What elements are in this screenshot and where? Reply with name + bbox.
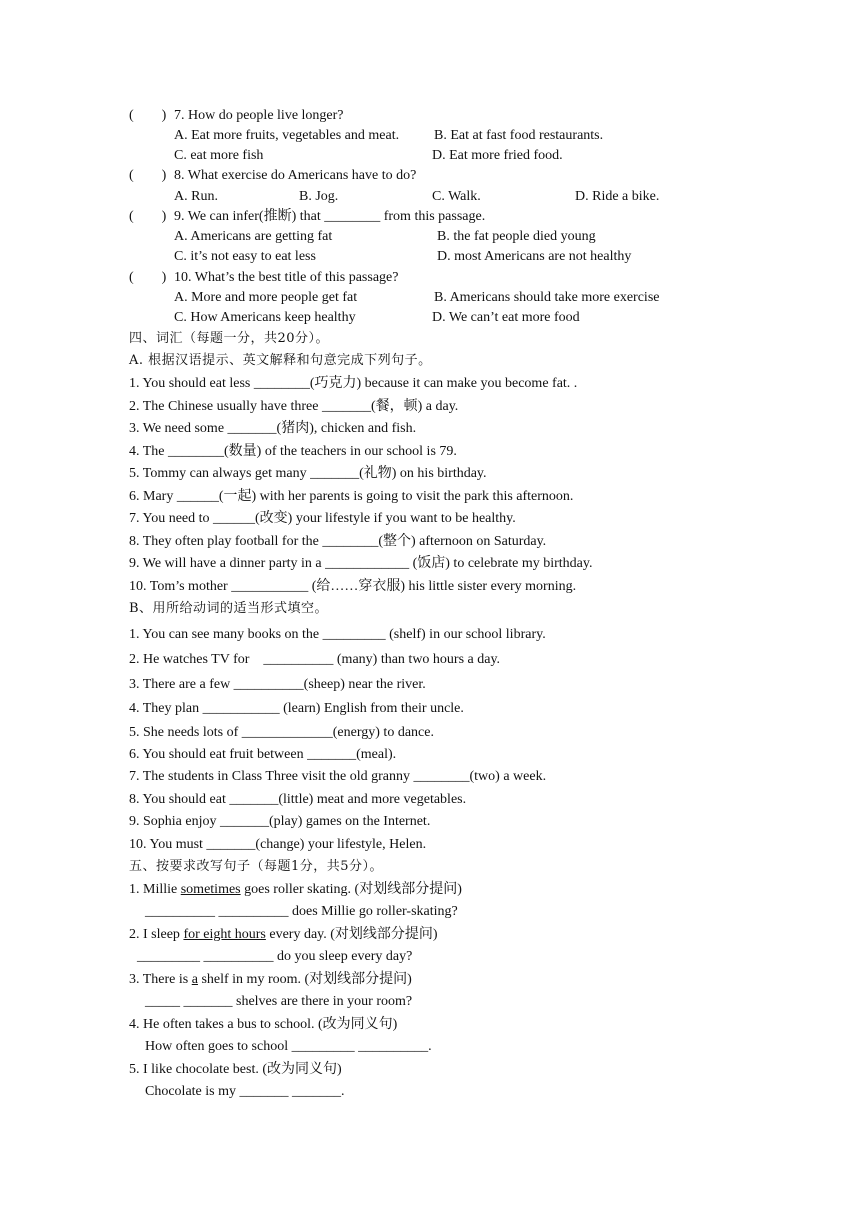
rewrite-1-pre: 1. Millie	[129, 882, 181, 897]
vocab-b-item: 5. She needs lots of _____________(energy) to dance.	[129, 725, 434, 740]
q8-option-c: C. Walk.	[432, 189, 481, 204]
q8-option-b: B. Jog.	[299, 189, 339, 204]
vocab-part-b-heading: B、用所给动词的适当形式填空。	[129, 601, 329, 616]
rewrite-2-answer: _________ __________ do you sleep every day?	[137, 949, 413, 964]
q7-stem: 7. How do people live longer?	[174, 108, 344, 123]
q7-option-c: C. eat more fish	[174, 148, 264, 163]
rewrite-1-underlined: sometimes	[180, 882, 241, 897]
rewrite-1-answer: __________ __________ does Millie go roller-skating?	[145, 904, 458, 919]
rewrite-3-answer: _____ _______ shelves are there in your room?	[145, 994, 413, 1009]
vocab-b-item: 3. There are a few __________(sheep) near the river.	[129, 677, 426, 692]
q10-option-c: C. How Americans keep healthy	[174, 310, 356, 325]
vocab-a-item: 5. Tommy can always get many _______(礼物) on his birthday.	[129, 466, 487, 481]
vocab-a-item: 1. You should eat less ________(巧克力) because it can make you become fat. .	[129, 376, 578, 391]
vocab-a-item: 9. We will have a dinner party in a ____________ (饭店) to celebrate my birthday.	[129, 556, 593, 571]
rewrite-4-answer: How often goes to school _________ __________.	[145, 1039, 432, 1054]
vocab-section-heading: 四、词汇（每题一分，共20分）。	[129, 331, 330, 346]
q8-answer-paren: ( )	[129, 168, 167, 183]
vocab-b-item: 10. You must _______(change) your lifestyle, Helen.	[129, 837, 427, 852]
rewrite-5-answer: Chocolate is my _______ _______.	[145, 1084, 345, 1099]
q10-stem: 10. What’s the best title of this passage?	[174, 270, 399, 285]
rewrite-sentence-3	[129, 971, 412, 989]
rewrite-3-pre: 3. There is	[129, 972, 192, 987]
q7-answer-paren: ( )	[129, 108, 167, 123]
q7-option-d: D. Eat more fried food.	[432, 148, 563, 163]
q10-option-d: D. We can’t eat more food	[432, 310, 580, 325]
rewrite-sentence-5: 5. I like chocolate best. (改为同义句)	[129, 1062, 342, 1077]
q10-option-a: A. More and more people get fat	[174, 290, 358, 305]
rewrite-2-pre: 2. I sleep	[129, 927, 184, 942]
vocab-part-a-heading: A. 根据汉语提示、英文解释和句意完成下列句子。	[129, 353, 432, 368]
q8-stem: 8. What exercise do Americans have to do?	[174, 168, 417, 183]
rewrite-2-post: every day. (对划线部分提问)	[265, 927, 438, 942]
vocab-b-item: 6. You should eat fruit between _______(meal).	[129, 747, 397, 762]
q9-stem: 9. We can infer(推断) that ________ from this passage.	[174, 209, 486, 224]
q9-option-d: D. most Americans are not healthy	[437, 249, 632, 264]
q8-option-a: A. Run.	[174, 189, 218, 204]
q9-option-c: C. it’s not easy to eat less	[174, 249, 316, 264]
vocab-a-item: 6. Mary ______(一起) with her parents is going to visit the park this afternoon.	[129, 489, 574, 504]
q9-option-a: A. Americans are getting fat	[174, 229, 333, 244]
vocab-b-item: 2. He watches TV for __________ (many) than two hours a day.	[129, 652, 501, 667]
q9-answer-paren: ( )	[129, 209, 167, 224]
rewrite-sentence-2	[129, 926, 438, 944]
vocab-b-item: 7. The students in Class Three visit the old granny ________(two) a week.	[129, 769, 547, 784]
rewrite-1-post: goes roller skating. (对划线部分提问)	[240, 882, 462, 897]
vocab-b-item: 4. They plan ___________ (learn) English from their uncle.	[129, 701, 464, 716]
rewrite-sentence-4: 4. He often takes a bus to school. (改为同义句)	[129, 1017, 398, 1032]
vocab-a-item: 8. They often play football for the ________(整个) afternoon on Saturday.	[129, 534, 547, 549]
vocab-a-item: 2. The Chinese usually have three _______(餐，顿) a day.	[129, 399, 459, 414]
rewrite-2-underlined: for eight hours	[183, 927, 266, 942]
q10-answer-paren: ( )	[129, 270, 167, 285]
q7-option-b: B. Eat at fast food restaurants.	[434, 128, 604, 143]
vocab-a-item: 3. We need some _______(猪肉), chicken and fish.	[129, 421, 417, 436]
vocab-b-item: 8. You should eat _______(little) meat and more vegetables.	[129, 792, 467, 807]
q10-option-b: B. Americans should take more exercise	[434, 290, 660, 305]
vocab-b-item: 1. You can see many books on the _________ (shelf) in our school library.	[129, 627, 546, 642]
q8-option-d: D. Ride a bike.	[575, 189, 660, 204]
rewrite-3-post: shelf in my room. (对划线部分提问)	[197, 972, 412, 987]
vocab-a-item: 4. The ________(数量) of the teachers in our school is 79.	[129, 444, 457, 459]
vocab-a-item: 10. Tom’s mother ___________ (给……穿衣服) his little sister every morning.	[129, 579, 577, 594]
vocab-a-item: 7. You need to ______(改变) your lifestyle if you want to be healthy.	[129, 511, 516, 526]
rewrite-3-underlined: a	[191, 972, 198, 987]
vocab-b-item: 9. Sophia enjoy _______(play) games on the Internet.	[129, 814, 431, 829]
q9-option-b: B. the fat people died young	[437, 229, 596, 244]
rewrite-section-heading: 五、按要求改写句子（每题1分，共5分）。	[129, 859, 384, 874]
q7-option-a: A. Eat more fruits, vegetables and meat.	[174, 128, 400, 143]
rewrite-sentence-1	[129, 881, 462, 899]
